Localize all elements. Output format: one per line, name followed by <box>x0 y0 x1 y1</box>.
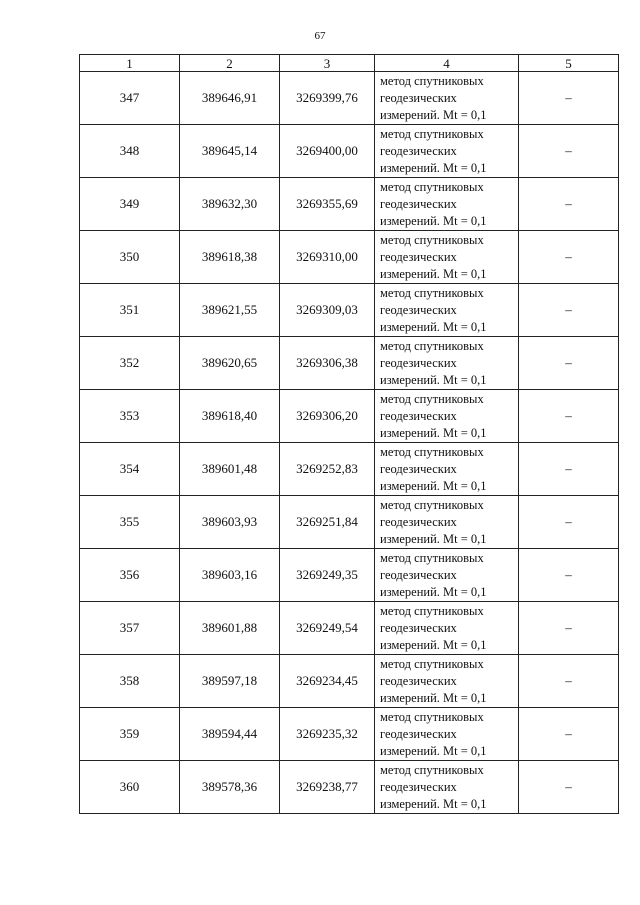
coordinate-x-cell: 389601,48 <box>180 443 280 496</box>
point-number-cell: 358 <box>80 655 180 708</box>
table-row <box>80 390 619 443</box>
coordinate-y-cell: 3269309,03 <box>280 284 375 337</box>
table-row <box>80 178 619 231</box>
coordinate-y-cell: 3269238,77 <box>280 761 375 814</box>
coordinate-y-cell: 3269399,76 <box>280 72 375 125</box>
method-line: метод спутниковых <box>380 285 484 300</box>
method-line: метод спутниковых <box>380 603 484 618</box>
method-line: геодезических <box>380 461 457 476</box>
method-line: метод спутниковых <box>380 179 484 194</box>
coordinate-y-cell: 3269251,84 <box>280 496 375 549</box>
method-line: метод спутниковых <box>380 232 484 247</box>
method-line: геодезических <box>380 355 457 370</box>
table-row <box>80 231 619 284</box>
note-cell: – <box>519 708 619 761</box>
method-line: измерений. Mt = 0,1 <box>380 266 487 281</box>
point-number-cell: 352 <box>80 337 180 390</box>
method-line: геодезических <box>380 196 457 211</box>
method-line: измерений. Mt = 0,1 <box>380 372 487 387</box>
note-cell: – <box>519 390 619 443</box>
point-number-cell: 360 <box>80 761 180 814</box>
table-row <box>80 72 619 125</box>
coordinate-y-cell: 3269355,69 <box>280 178 375 231</box>
point-number-cell: 349 <box>80 178 180 231</box>
coordinate-x-cell: 389603,93 <box>180 496 280 549</box>
note-cell: – <box>519 125 619 178</box>
table-row <box>80 549 619 602</box>
column-header-5: 5 <box>519 55 619 72</box>
method-line: метод спутниковых <box>380 762 484 777</box>
point-number-cell: 354 <box>80 443 180 496</box>
method-cell <box>375 761 519 814</box>
coordinate-x-cell: 389597,18 <box>180 655 280 708</box>
method-line: метод спутниковых <box>380 550 484 565</box>
note-cell: – <box>519 72 619 125</box>
coordinate-x-cell: 389618,40 <box>180 390 280 443</box>
coordinate-x-cell: 389594,44 <box>180 708 280 761</box>
note-cell: – <box>519 443 619 496</box>
method-line: метод спутниковых <box>380 497 484 512</box>
column-header-1: 1 <box>80 55 180 72</box>
point-number-cell: 348 <box>80 125 180 178</box>
method-cell <box>375 284 519 337</box>
method-cell <box>375 602 519 655</box>
coordinate-y-cell: 3269249,54 <box>280 602 375 655</box>
method-line: метод спутниковых <box>380 656 484 671</box>
table-row <box>80 337 619 390</box>
method-line: геодезических <box>380 143 457 158</box>
method-line: измерений. Mt = 0,1 <box>380 160 487 175</box>
method-line: геодезических <box>380 779 457 794</box>
point-number-cell: 350 <box>80 231 180 284</box>
method-line: геодезических <box>380 90 457 105</box>
point-number-cell: 357 <box>80 602 180 655</box>
method-line: измерений. Mt = 0,1 <box>380 637 487 652</box>
method-cell <box>375 655 519 708</box>
table-row <box>80 655 619 708</box>
method-cell <box>375 125 519 178</box>
coordinate-y-cell: 3269234,45 <box>280 655 375 708</box>
method-cell <box>375 549 519 602</box>
method-line: измерений. Mt = 0,1 <box>380 690 487 705</box>
column-header-2: 2 <box>180 55 280 72</box>
method-cell <box>375 443 519 496</box>
coordinate-y-cell: 3269310,00 <box>280 231 375 284</box>
note-cell: – <box>519 655 619 708</box>
table-body <box>80 72 619 814</box>
coordinate-x-cell: 389646,91 <box>180 72 280 125</box>
method-line: геодезических <box>380 302 457 317</box>
table-row <box>80 284 619 337</box>
point-number-cell: 351 <box>80 284 180 337</box>
coordinate-y-cell: 3269306,38 <box>280 337 375 390</box>
method-line: метод спутниковых <box>380 444 484 459</box>
note-cell: – <box>519 178 619 231</box>
table-row <box>80 761 619 814</box>
method-line: измерений. Mt = 0,1 <box>380 478 487 493</box>
coordinate-y-cell: 3269306,20 <box>280 390 375 443</box>
method-line: метод спутниковых <box>380 73 484 88</box>
method-cell <box>375 708 519 761</box>
column-header-4: 4 <box>375 55 519 72</box>
method-line: измерений. Mt = 0,1 <box>380 584 487 599</box>
point-number-cell: 355 <box>80 496 180 549</box>
table-row <box>80 125 619 178</box>
column-header-3: 3 <box>280 55 375 72</box>
table-row <box>80 443 619 496</box>
note-cell: – <box>519 496 619 549</box>
method-line: геодезических <box>380 408 457 423</box>
table-row <box>80 496 619 549</box>
method-cell <box>375 231 519 284</box>
coordinate-y-cell: 3269235,32 <box>280 708 375 761</box>
method-line: метод спутниковых <box>380 709 484 724</box>
point-number-cell: 347 <box>80 72 180 125</box>
note-cell: – <box>519 549 619 602</box>
coordinate-x-cell: 389621,55 <box>180 284 280 337</box>
method-line: измерений. Mt = 0,1 <box>380 213 487 228</box>
method-cell <box>375 390 519 443</box>
method-cell <box>375 178 519 231</box>
note-cell: – <box>519 284 619 337</box>
note-cell: – <box>519 602 619 655</box>
coordinate-x-cell: 389578,36 <box>180 761 280 814</box>
note-cell: – <box>519 231 619 284</box>
method-line: геодезических <box>380 673 457 688</box>
table-row <box>80 708 619 761</box>
method-line: геодезических <box>380 726 457 741</box>
coordinate-y-cell: 3269252,83 <box>280 443 375 496</box>
method-line: геодезических <box>380 514 457 529</box>
note-cell: – <box>519 337 619 390</box>
method-line: геодезических <box>380 620 457 635</box>
method-cell <box>375 72 519 125</box>
coordinate-y-cell: 3269249,35 <box>280 549 375 602</box>
method-line: измерений. Mt = 0,1 <box>380 743 487 758</box>
coordinate-x-cell: 389603,16 <box>180 549 280 602</box>
method-cell <box>375 496 519 549</box>
point-number-cell: 359 <box>80 708 180 761</box>
coordinate-x-cell: 389618,38 <box>180 231 280 284</box>
method-cell <box>375 337 519 390</box>
method-line: метод спутниковых <box>380 126 484 141</box>
coordinates-table <box>79 54 619 814</box>
method-line: измерений. Mt = 0,1 <box>380 319 487 334</box>
coordinate-x-cell: 389645,14 <box>180 125 280 178</box>
method-line: измерений. Mt = 0,1 <box>380 531 487 546</box>
method-line: геодезических <box>380 249 457 264</box>
method-line: измерений. Mt = 0,1 <box>380 796 487 811</box>
page-number: 67 <box>314 30 326 42</box>
note-cell: – <box>519 761 619 814</box>
method-line: измерений. Mt = 0,1 <box>380 425 487 440</box>
point-number-cell: 356 <box>80 549 180 602</box>
coordinate-x-cell: 389601,88 <box>180 602 280 655</box>
coordinate-x-cell: 389632,30 <box>180 178 280 231</box>
coordinate-y-cell: 3269400,00 <box>280 125 375 178</box>
method-line: измерений. Mt = 0,1 <box>380 107 487 122</box>
method-line: геодезических <box>380 567 457 582</box>
table-row <box>80 602 619 655</box>
table-header-row <box>80 55 619 72</box>
method-line: метод спутниковых <box>380 338 484 353</box>
coordinate-x-cell: 389620,65 <box>180 337 280 390</box>
method-line: метод спутниковых <box>380 391 484 406</box>
point-number-cell: 353 <box>80 390 180 443</box>
